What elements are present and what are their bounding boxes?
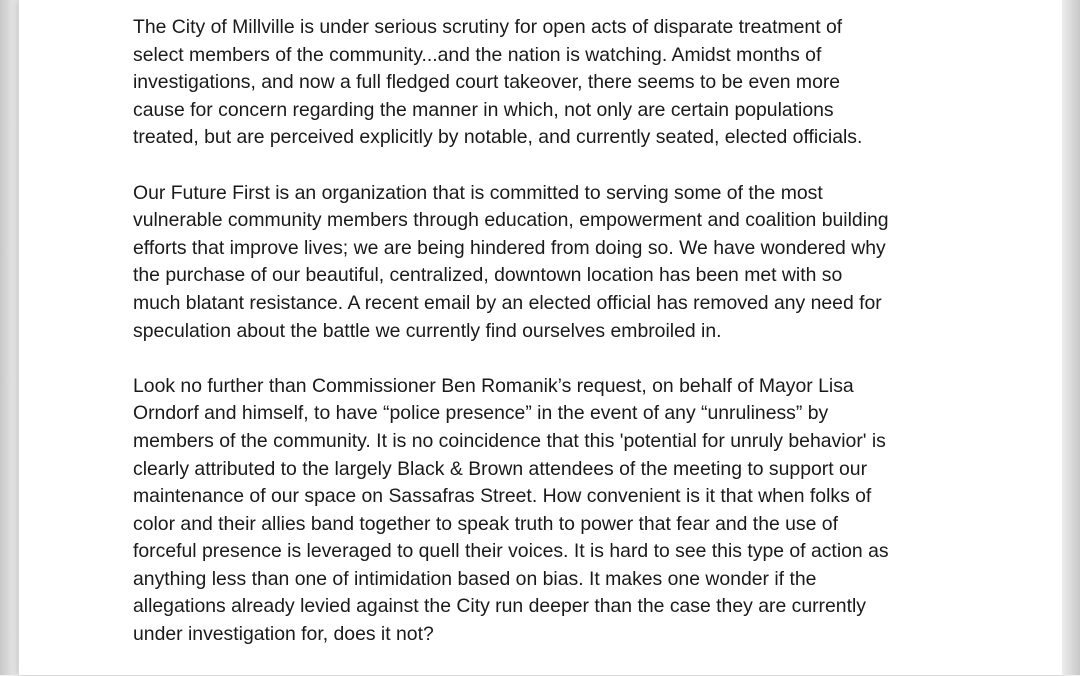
text-line: color and their allies band together to speak truth to power that fear and the use of — [133, 512, 838, 535]
text-line: cause for concern regarding the manner in which, not only are certain populations — [133, 98, 834, 121]
text-line: speculation about the battle we currently find ourselves embroiled in. — [133, 319, 722, 342]
text-line: members of the community. It is no coincidence that this 'potential for unruly behavior' is — [133, 429, 886, 452]
text-line: forceful presence is leveraged to quell their voices. It is hard to see this type of action as — [133, 540, 889, 563]
text-line: vulnerable community members through education, empowerment and coalition building — [133, 209, 889, 232]
text-line: under investigation for, does it not? — [133, 623, 434, 646]
text-line: anything less than one of intimidation based on bias. It makes one wonder if the — [133, 567, 817, 590]
right-page-edge — [1062, 0, 1080, 675]
paragraph-2 — [133, 180, 973, 346]
text-line: The City of Millville is under serious scrutiny for open acts of disparate treatment of — [133, 16, 843, 38]
left-page-edge — [0, 0, 18, 675]
text-line: efforts that improve lives; we are being hindered from doing so. We have wondered why — [133, 236, 886, 259]
text-line: allegations already levied against the City run deeper than the case they are currently — [133, 595, 866, 618]
text-line: much blatant resistance. A recent email by an elected official has removed any need for — [133, 291, 882, 314]
paragraph-3 — [133, 373, 973, 649]
text-line: Look no further than Commissioner Ben Romanik’s request, on behalf of Mayor Lisa — [133, 374, 854, 397]
text-line: select members of the community...and the nation is watching. Amidst months of — [133, 43, 822, 66]
text-line: treated, but are perceived explicitly by notable, and currently seated, elected officials. — [133, 126, 863, 149]
text-line: clearly attributed to the largely Black & Brown attendees of the meeting to support our — [133, 457, 868, 480]
document-body — [133, 14, 973, 676]
text-line: Our Future First is an organization that is committed to serving some of the most — [133, 181, 823, 204]
text-line: maintenance of our space on Sassafras Street. How convenient is it that when folks of — [133, 485, 872, 508]
paragraph-1 — [133, 14, 973, 152]
text-line: the purchase of our beautiful, centralized, downtown location has been met with so — [133, 264, 843, 287]
document-page — [18, 0, 1064, 675]
text-line: investigations, and now a full fledged court takeover, there seems to be even more — [133, 71, 841, 94]
text-line: Orndorf and himself, to have “police presence” in the event of any “unruliness” by — [133, 402, 829, 425]
